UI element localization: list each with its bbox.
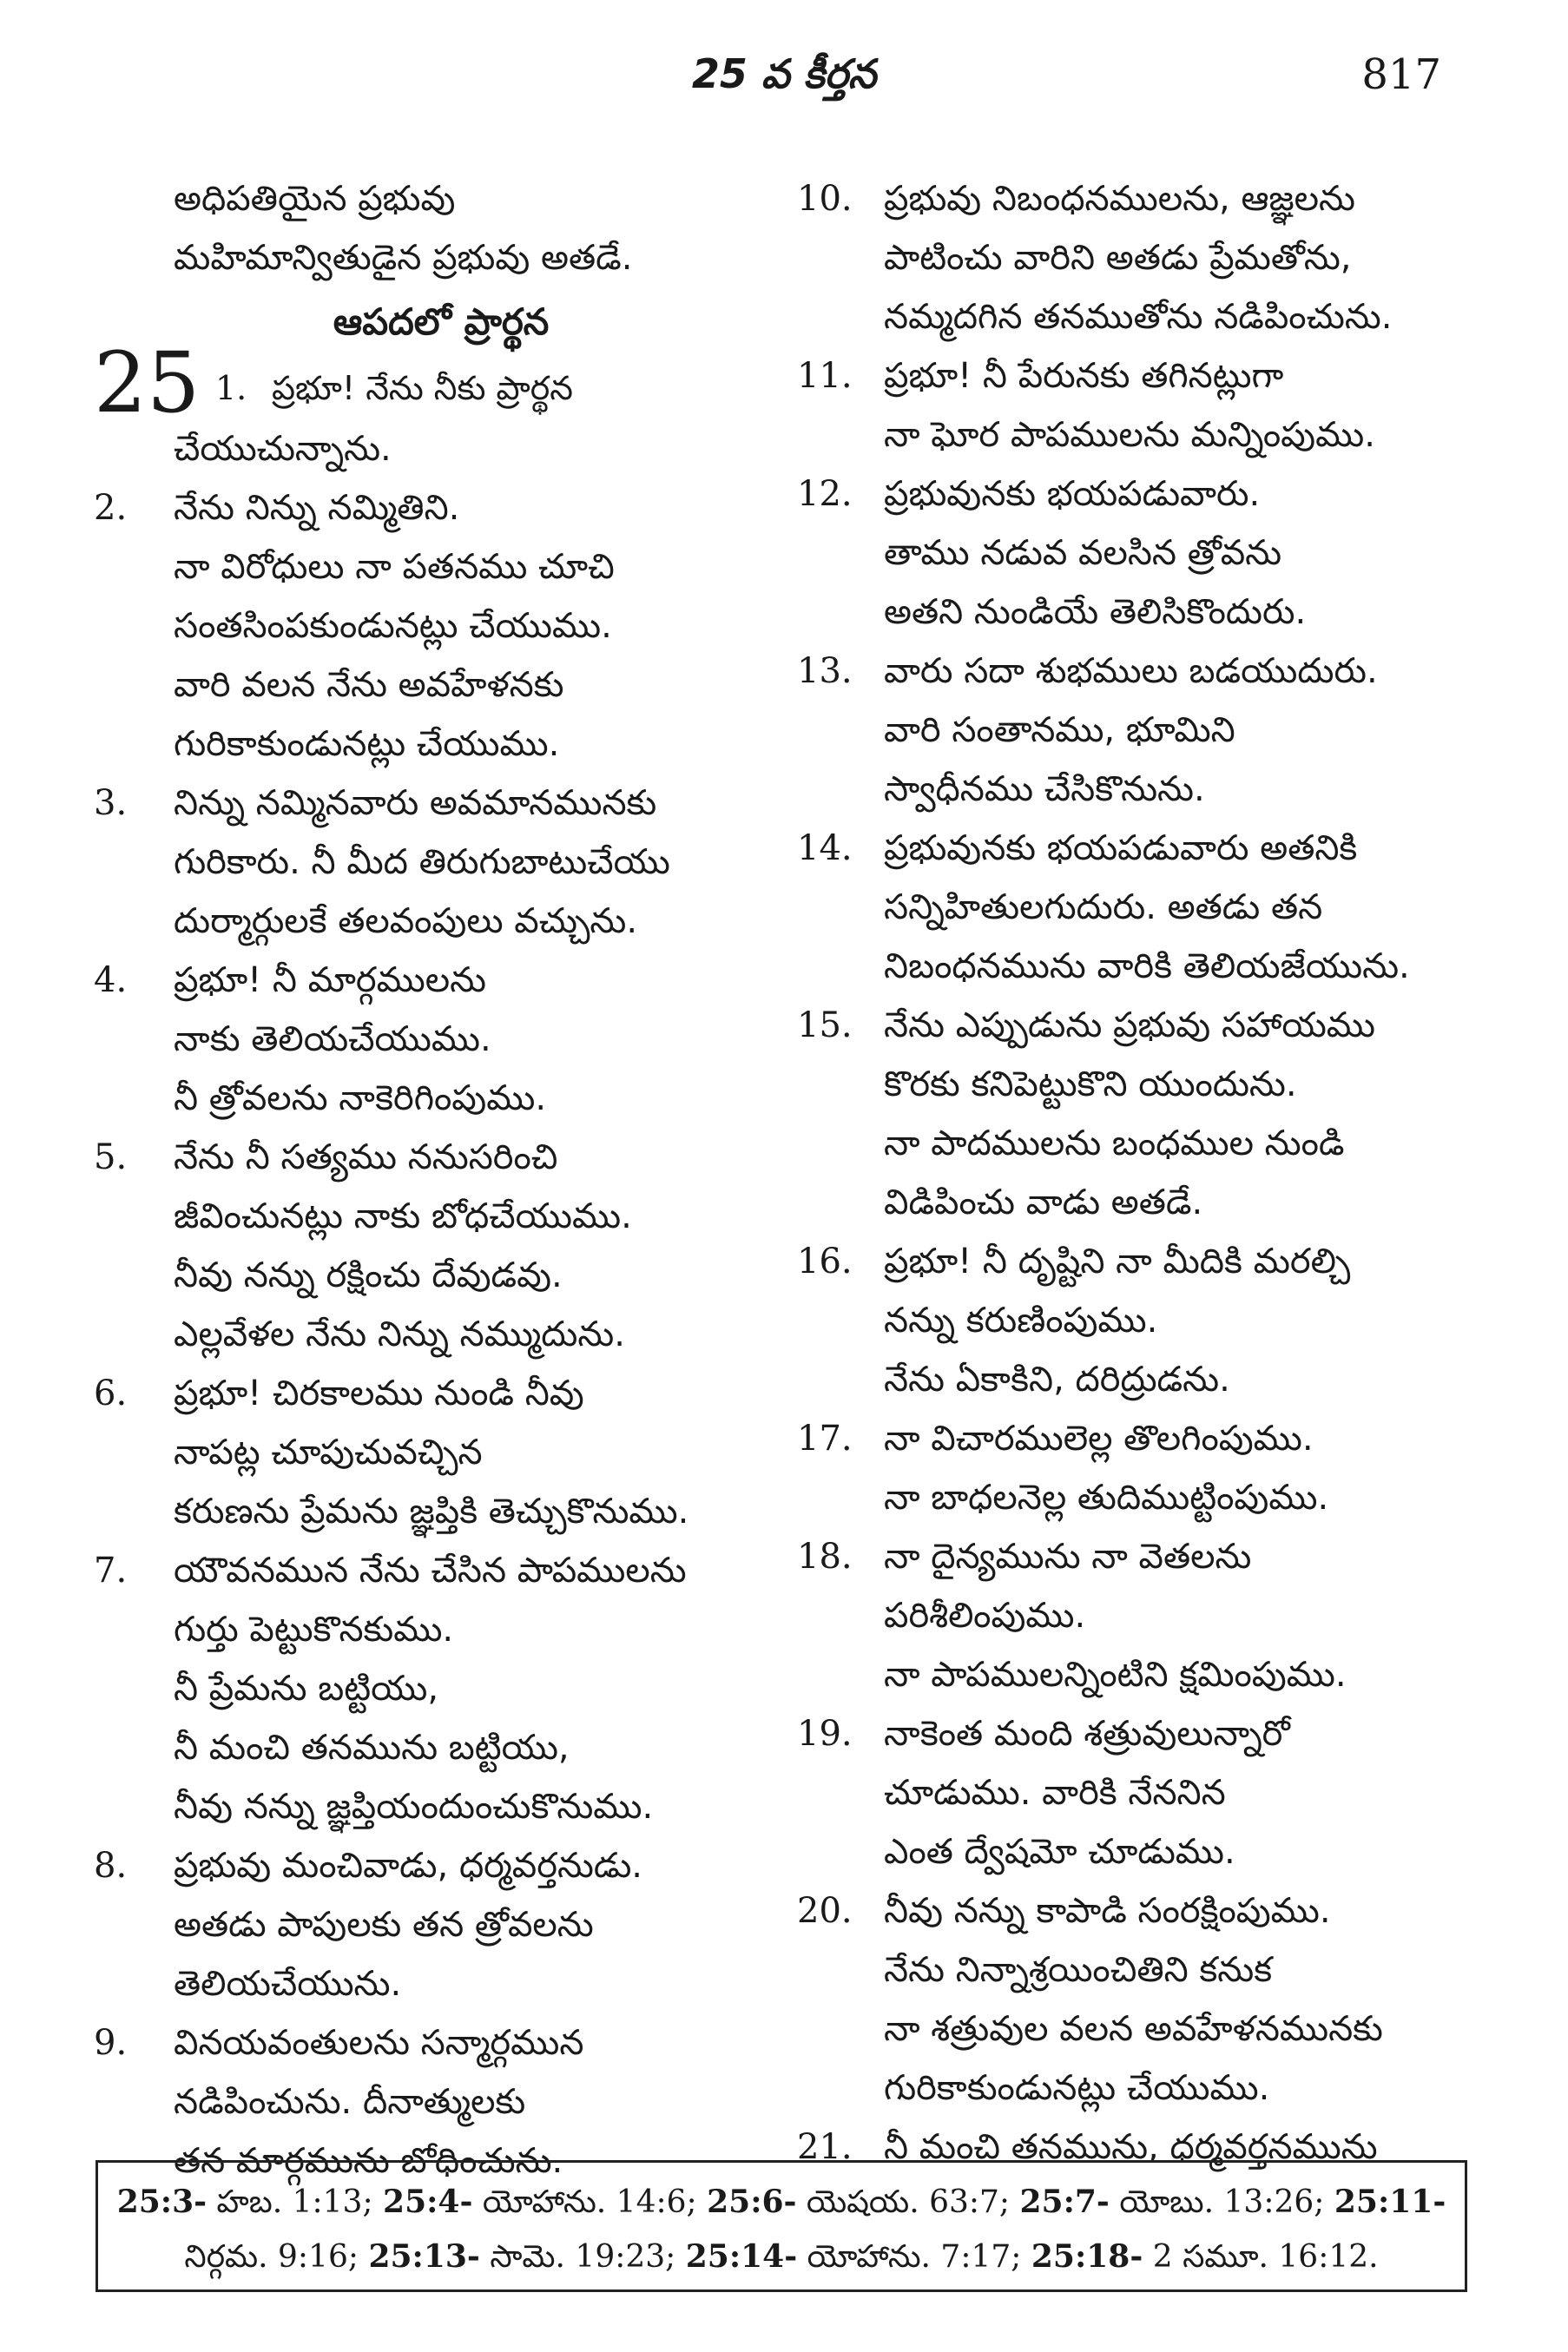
verse-number: 17.: [797, 1419, 853, 1459]
verse-line: [797, 996, 1474, 1055]
verse-line: [94, 478, 754, 537]
verse-line: [94, 833, 754, 892]
verse-text: గురికాకుండునట్లు చేయుము.: [174, 724, 560, 764]
verse-line: [94, 419, 754, 478]
footnote-text: యోబు. 13:26;: [1109, 2184, 1334, 2220]
verse-line: [797, 2000, 1474, 2059]
verse-text: నా విచారములెల్ల తొలగింపుము.: [884, 1419, 1314, 1459]
footnote-line: [98, 2175, 1465, 2230]
verse-text: నేను నీ సత్యము ననుసరించి: [174, 1137, 558, 1177]
verse-line: [94, 1482, 754, 1541]
verse-line: [94, 1777, 754, 1836]
verse-number: 16.: [797, 1242, 853, 1281]
verse-text: ఎంత ద్వేషమో చూడుము.: [884, 1832, 1235, 1872]
verse-text: వినయవంతులను సన్మార్గమున: [174, 2023, 584, 2063]
verse-line: [94, 951, 754, 1010]
verse-text: ప్రభువు నిబంధనములను, ఆజ్ఞలను: [884, 179, 1355, 219]
verse-line: [94, 1541, 754, 1600]
page-header: [0, 43, 1568, 113]
intro-line: అధిపతియైన ప్రభువు: [174, 179, 456, 219]
verse-line: [797, 1527, 1474, 1586]
verse-line: [797, 1763, 1474, 1822]
verse-line: [797, 1468, 1474, 1527]
verse-line: [797, 346, 1474, 405]
verse-line: [797, 1232, 1474, 1291]
verse-line: [94, 1423, 754, 1482]
verse-line: [94, 537, 754, 596]
right-verse-lines: [797, 169, 1474, 2177]
verse-text: నేను నిన్నాశ్రయించితిని కనుక: [884, 1950, 1273, 1990]
verse-text: గురికాకుండునట్లు చేయుము.: [884, 2068, 1270, 2108]
footnote-reference: 25:6-: [707, 2184, 797, 2220]
verse-text: ప్రభూ! నేను నీకు ప్రార్థన: [272, 369, 573, 407]
verse-text: నీ త్రోవలను నాకెరిగింపుము.: [174, 1078, 547, 1118]
verse-number: 5.: [94, 1137, 128, 1177]
verse-text: తెలియచేయును.: [174, 1964, 402, 2004]
verse-text: నీవు నన్ను జ్ఞప్తియందుంచుకొనుము.: [174, 1787, 654, 1827]
footnote-line: [98, 2230, 1465, 2284]
verse-line: [797, 524, 1474, 583]
verse-number: 3.: [94, 783, 128, 823]
verse-text: నడిపించును. దీనాత్ములకు: [174, 2082, 526, 2122]
verse-line: [94, 596, 754, 656]
verse-text: తన మార్గమును బోధించును.: [174, 2141, 563, 2181]
verse-text: ప్రభూ! చిరకాలము నుండి నీవు: [174, 1374, 584, 1413]
verse-line: [797, 169, 1474, 228]
verse-line: [797, 701, 1474, 760]
verse-text: ప్రభువు మంచివాడు, ధర్మవర్తనుడు.: [174, 1846, 643, 1886]
footnote-text: హబ. 1:13;: [207, 2184, 384, 2220]
verse-text: నీ మంచి తనమును, ధర్మవర్తనమును: [884, 2127, 1378, 2167]
verse-text: నీ మంచి తనమును బట్టియు,: [174, 1728, 570, 1768]
verse-line: [94, 1364, 754, 1423]
verse-text: నా విరోధులు నా పతనము చూచి: [174, 547, 615, 587]
verse-number: 19.: [797, 1714, 853, 1754]
verse-text: వారి సంతానము, భూమిని: [884, 710, 1235, 750]
verse-line: [94, 1659, 754, 1718]
verse-line: [94, 892, 754, 951]
verse-number: 15.: [797, 1005, 853, 1045]
verse-text: నా శత్రువుల వలన అవహేళనమునకు: [884, 2009, 1383, 2049]
verse-line: [94, 1246, 754, 1305]
verse-line: [797, 1114, 1474, 1173]
verse-number: 13.: [797, 651, 853, 691]
verse-line: [94, 1010, 754, 1069]
verse-text: నిబంధనమును వారికి తెలియజేయును.: [884, 946, 1410, 986]
verse-text: చూడుము. వారికి నేననిన: [884, 1773, 1226, 1813]
verse-text: నా పాదములను బంధముల నుండి: [884, 1123, 1345, 1163]
verse-line: [797, 1350, 1474, 1409]
verse-text: సంతసింపకుండునట్లు చేయుము.: [174, 606, 612, 646]
verse-line: [797, 1291, 1474, 1350]
verse-line: [797, 937, 1474, 996]
verse-line: [94, 1128, 754, 1187]
verse-text: ప్రభూ! నీ పేరునకు తగినట్లుగా: [884, 356, 1284, 396]
verse-line: [797, 464, 1474, 524]
verse-number: 12.: [797, 474, 853, 514]
verse-line: [797, 583, 1474, 642]
verse-line: [94, 2072, 754, 2131]
verse-line: [797, 642, 1474, 701]
footnote-reference: 25:7-: [1019, 2184, 1110, 2220]
verse-text: కొరకు కనిపెట్టుకొని యుందును.: [884, 1064, 1297, 1104]
verse-text: నేను ఎప్పుడును ప్రభువు సహాయము: [884, 1005, 1375, 1045]
verse-line: [797, 1940, 1474, 2000]
verse-text: అతడు పాపులకు తన త్రోవలను: [174, 1905, 594, 1945]
verse-text: నన్ను కరుణింపుము.: [884, 1301, 1158, 1341]
running-title: 25 వ కీర్తన: [691, 50, 877, 97]
verse-text: అతని నుండియే తెలిసికొందురు.: [884, 592, 1307, 632]
verse-number: 4.: [94, 960, 128, 1000]
verse-line: [797, 228, 1474, 287]
left-verse-lines: [94, 419, 754, 2191]
verse-line: [797, 1704, 1474, 1763]
verse-text: స్వాధీనము చేసికొనును.: [884, 769, 1205, 809]
verse-text: విడిపించు వాడు అతడే.: [884, 1183, 1203, 1222]
verse-text: ప్రభువునకు భయపడువారు.: [884, 474, 1261, 514]
verse-line: [94, 1718, 754, 1777]
verse-text: గుర్తు పెట్టుకొనకుము.: [174, 1610, 454, 1650]
footnote-reference: 25:3-: [116, 2184, 208, 2220]
verse-number: 6.: [94, 1374, 128, 1413]
intro-line: మహిమాన్వితుడైన ప్రభువు అతడే.: [174, 238, 633, 278]
verse-line: [94, 1895, 754, 1954]
section-heading: ఆపదలో ప్రార్థన: [333, 300, 550, 343]
verse-text: ప్రభూ! నీ మార్గములను: [174, 960, 487, 1000]
verse-text: తాము నడువ వలసిన త్రోవను: [884, 533, 1282, 573]
verse-number: 8.: [94, 1846, 128, 1886]
verse-text: నా ఘోర పాపములను మన్నింపుము.: [884, 415, 1375, 455]
verse-number: 7.: [94, 1551, 128, 1591]
verse-text: సన్నిహితులగుదురు. అతడు తన: [884, 887, 1323, 927]
page-number: 817: [1361, 50, 1441, 99]
verse-number: 14.: [797, 828, 853, 868]
verse-text: వారు సదా శుభములు బడయుదురు.: [884, 651, 1378, 691]
chapter-number: 25: [94, 334, 201, 432]
footnote-text: 2 సమూ. 16:12.: [1143, 2239, 1379, 2275]
verse-line: [797, 1645, 1474, 1704]
verse-line: [797, 2059, 1474, 2118]
verse-text: నమ్మదగిన తనముతోను నడిపించును.: [884, 297, 1393, 337]
footnote-text: నిర్గమ. 9:16;: [184, 2239, 369, 2275]
verse-line: [797, 878, 1474, 937]
verse-text: నా పాపములన్నింటిని క్షమింపుము.: [884, 1655, 1347, 1695]
verse-number: 11.: [797, 356, 853, 396]
verse-line: [797, 1822, 1474, 1881]
footnote-text: యోహాను. 7:17;: [797, 2239, 1031, 2275]
verse-text: ఎల్లవేళల నేను నిన్ను నమ్ముదును.: [174, 1314, 625, 1354]
verse-line: [94, 1600, 754, 1659]
footnote-text: సామె. 19:23;: [479, 2239, 686, 2275]
right-column: [797, 169, 1474, 2177]
verse-line: [797, 287, 1474, 346]
verse-number: 18.: [797, 1537, 853, 1577]
verse-text: నాపట్ల చూపుచువచ్చిన: [174, 1433, 483, 1472]
verse-line: [797, 1586, 1474, 1645]
footnote-text: యోహాను. 14:6;: [472, 2184, 708, 2220]
verse-text: దుర్మార్గులకే తలవంపులు వచ్చును.: [174, 901, 638, 941]
verse-line: [797, 1055, 1474, 1114]
verse-text: నీవు నన్ను కాపాడి సంరక్షింపుము.: [884, 1891, 1331, 1931]
verse-line: [94, 656, 754, 715]
verse-text: నా బాధలనెల్ల తుదిముట్టింపుము.: [884, 1478, 1329, 1518]
footnote-text: యెషయ. 63:7;: [796, 2184, 1020, 2220]
footnote-reference: 25:13-: [368, 2238, 480, 2275]
verse-number: 20.: [797, 1891, 853, 1931]
verse-number: 21.: [797, 2127, 853, 2167]
verse-text: గురికారు. నీ మీద తిరుగుబాటుచేయు: [174, 842, 670, 882]
verse-text: నాకెంత మంది శత్రువులున్నారో: [884, 1714, 1290, 1754]
verse-line: [94, 1187, 754, 1246]
verse-line: [797, 1409, 1474, 1468]
verse-line: [94, 1836, 754, 1895]
verse-text: నాకు తెలియచేయుము.: [174, 1019, 491, 1059]
verse-number: 2.: [94, 488, 128, 528]
verse-number: 10.: [797, 179, 853, 219]
verse-line: [797, 819, 1474, 878]
verse-text: పాటించు వారిని అతడు ప్రేమతోను,: [884, 238, 1352, 278]
verse-line: [797, 1881, 1474, 1940]
verse-text: చేయుచున్నాను.: [174, 429, 392, 469]
verse-line: [94, 1954, 754, 2013]
footnote-reference: 25:11-: [1334, 2184, 1446, 2220]
verse-text: వారి వలన నేను అవహేళనకు: [174, 665, 564, 705]
verse-text: నిన్ను నమ్మినవారు అవమానమునకు: [174, 783, 657, 823]
left-column: [94, 169, 754, 2191]
footnote-reference: 25:18-: [1031, 2238, 1143, 2275]
verse-line: [94, 1069, 754, 1128]
verse-text: నీ ప్రేమను బట్టియు,: [174, 1669, 439, 1709]
verse-text: జీవించునట్లు నాకు బోధచేయుము.: [174, 1196, 632, 1236]
verse-number: 9.: [94, 2023, 128, 2063]
verse-text: యౌవనమున నేను చేసిన పాపములను: [174, 1551, 687, 1591]
verse-line: [797, 405, 1474, 464]
verse-line: [94, 774, 754, 833]
verse-text: నేను ఏకాకిని, దరిద్రుడను.: [884, 1360, 1230, 1400]
verse-text: ప్రభూ! నీ దృష్టిని నా మీదికి మరల్చి: [884, 1242, 1351, 1281]
chapter-start: [94, 334, 754, 432]
footnote-reference: 25:4-: [383, 2184, 473, 2220]
verse-text: నీవు నన్ను రక్షించు దేవుడవు.: [174, 1255, 563, 1295]
verse-text: ప్రభువునకు భయపడువారు అతనికి: [884, 828, 1358, 868]
verse-line: [94, 1305, 754, 1364]
verse-text: పరిశీలింపుము.: [884, 1596, 1086, 1636]
verse-line: [94, 715, 754, 774]
verse-number: 1.: [215, 369, 247, 407]
footnote-reference: 25:14-: [685, 2238, 798, 2275]
footnote-box: [96, 2160, 1467, 2292]
verse-text: నా దైన్యమును నా వెతలను: [884, 1537, 1252, 1577]
verse-text: నేను నిన్ను నమ్మితిని.: [174, 488, 460, 528]
verse-line: [94, 2013, 754, 2072]
verse-text: కరుణను ప్రేమను జ్ఞప్తికి తెచ్చుకొనుము.: [174, 1492, 689, 1532]
verse-line: [797, 760, 1474, 819]
verse-line: [797, 1173, 1474, 1232]
